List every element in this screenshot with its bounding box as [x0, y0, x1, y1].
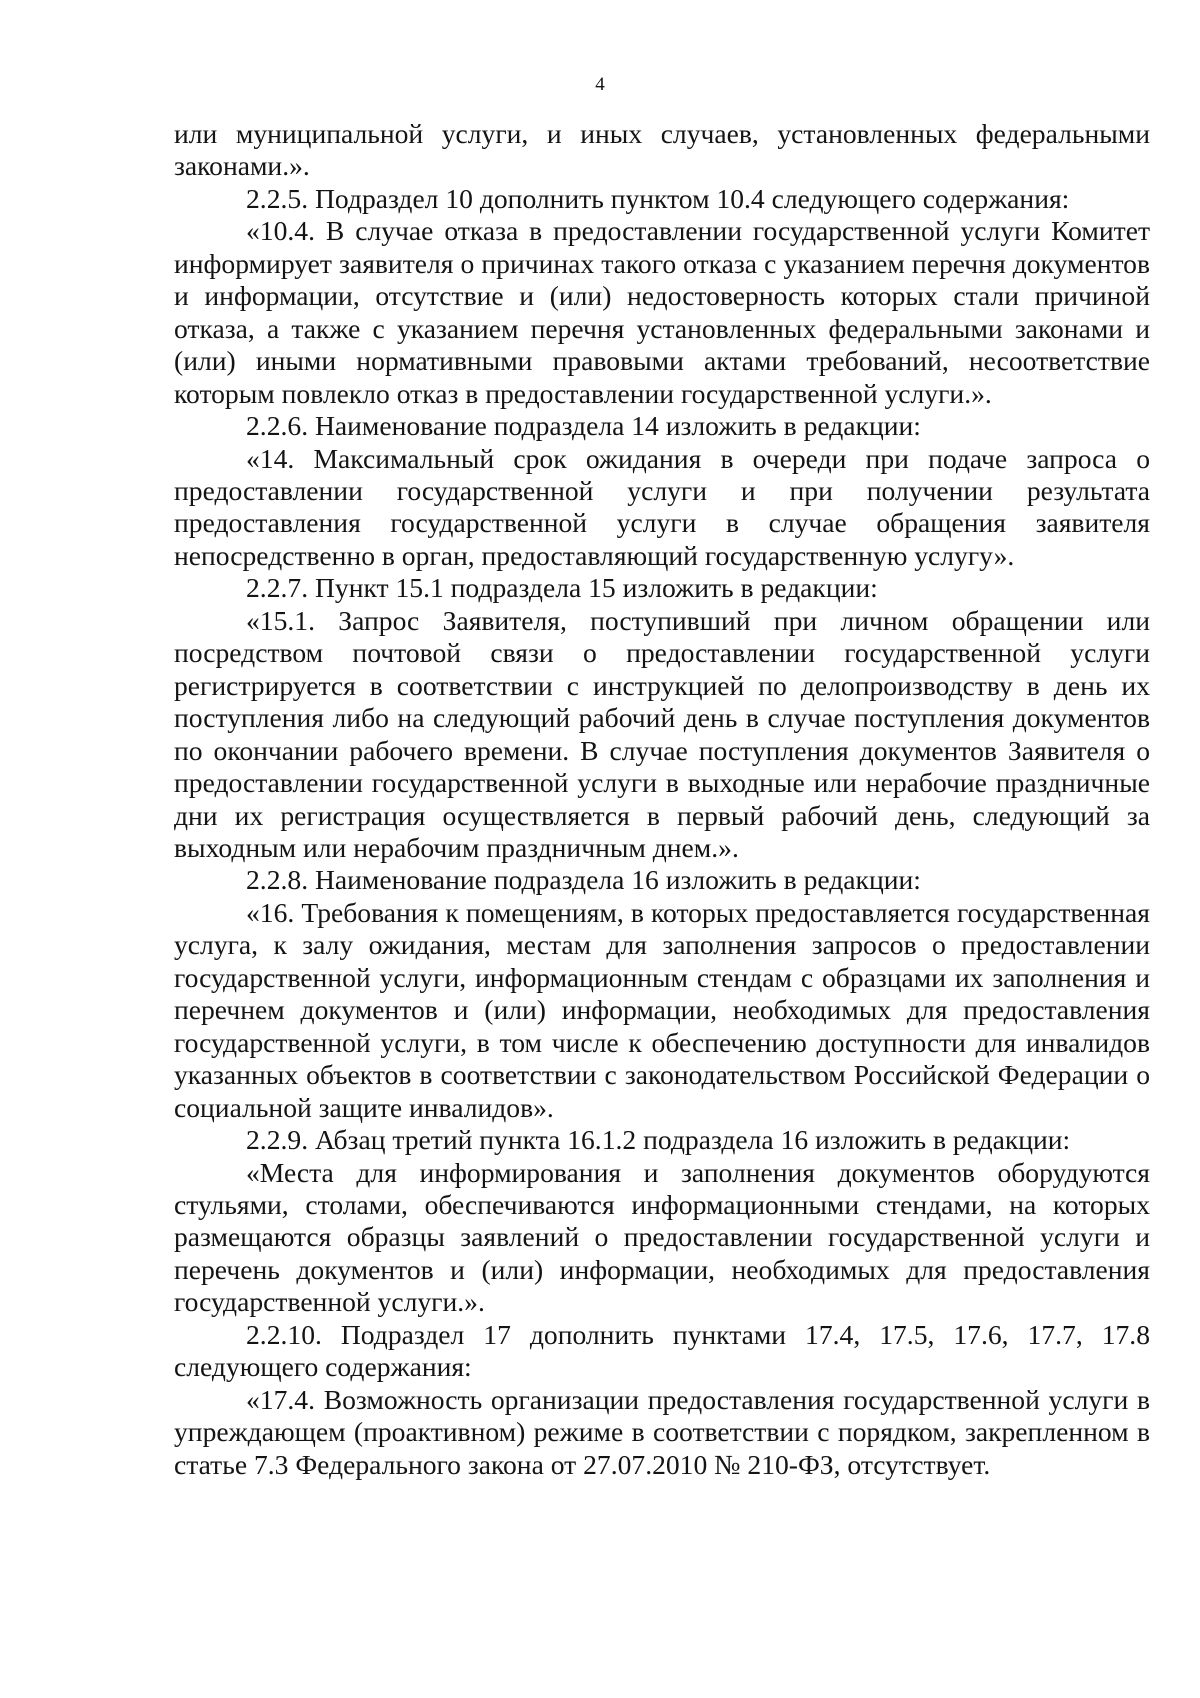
paragraph: 2.2.5. Подраздел 10 дополнить пунктом 10.4 следующего содержания: [246, 182, 1070, 214]
paragraph: 2.2.9. Абзац третий пункта 16.1.2 подраздела 16 изложить в редакции: [246, 1124, 1071, 1156]
document-body [174, 118, 1150, 1481]
paragraph: 2.2.8. Наименование подраздела 16 изложить в редакции: [246, 864, 921, 896]
paragraph: «14. Максимальный срок ожидания в очереди при подаче запроса о предоставлении государственной услуги и при получении результата предоставления государственной услуги в случае обращения заявителя непосредственно в орган, предоставляющий государственную услугу». [174, 442, 1150, 571]
paragraph: «10.4. В случае отказа в предоставлении государственной услуги Комитет информирует заявителя о причинах такого отказа с указанием перечня документов и информации, отсутствие и (или) недостоверность которых стали причиной отказа, а также с указанием перечня установленных федеральными законами и (или) иными нормативными правовыми актами требований, несоответствие которым повлекло отказ в предоставлении государственной услуги.». [174, 215, 1150, 409]
paragraph: 2.2.7. Пункт 15.1 подраздела 15 изложить в редакции: [246, 572, 878, 604]
page-number: 4 [595, 74, 605, 95]
paragraph: или муниципальной услуги, и иных случаев, установленных федеральными законами.». [174, 118, 1150, 182]
paragraph: «15.1. Запрос Заявителя, поступивший при личном обращении или посредством почтовой связи о предоставлении государственной услуги регистрируется в соответствии с инструкцией по делопроизводству в день их поступления либо на следующий рабочий день в случае поступления документов по окончании рабочего времени. В случае поступления документов Заявителя о предоставлении государственной услуги в выходные или нерабочие праздничные дни их регистрация осуществляется в первый рабочий день, следующий за выходным или нерабочим праздничным днем.». [174, 604, 1150, 863]
paragraph: 2.2.6. Наименование подраздела 14 изложить в редакции: [246, 410, 921, 442]
paragraph: «Места для информирования и заполнения документов оборудуются стульями, столами, обеспечиваются информационными стендами, на которых размещаются образцы заявлений о предоставлении государственной услуги и перечень документов и (или) информации, необходимых для предоставления государственной услуги.». [174, 1156, 1150, 1318]
paragraph: 2.2.10. Подраздел 17 дополнить пунктами 17.4, 17.5, 17.6, 17.7, 17.8 следующего содержания: [174, 1318, 1150, 1383]
paragraph: «16. Требования к помещениям, в которых предоставляется государственная услуга, к залу ожидания, местам для заполнения запросов о предоставлении государственной услуги, информационным стендам с образцами их заполнения и перечнем документов и (или) информации, необходимых для предоставления государственной услуги, в том числе к обеспечению доступности для инвалидов указанных объектов в соответствии с законодательством Российской Федерации о социальной защите инвалидов». [174, 896, 1150, 1123]
paragraph: «17.4. Возможность организации предоставления государственной услуги в упреждающем (проактивном) режиме в соответствии с порядком, закрепленном в статье 7.3 Федерального закона от 27.07.2010 № 210-ФЗ, отсутствует. [174, 1383, 1150, 1480]
